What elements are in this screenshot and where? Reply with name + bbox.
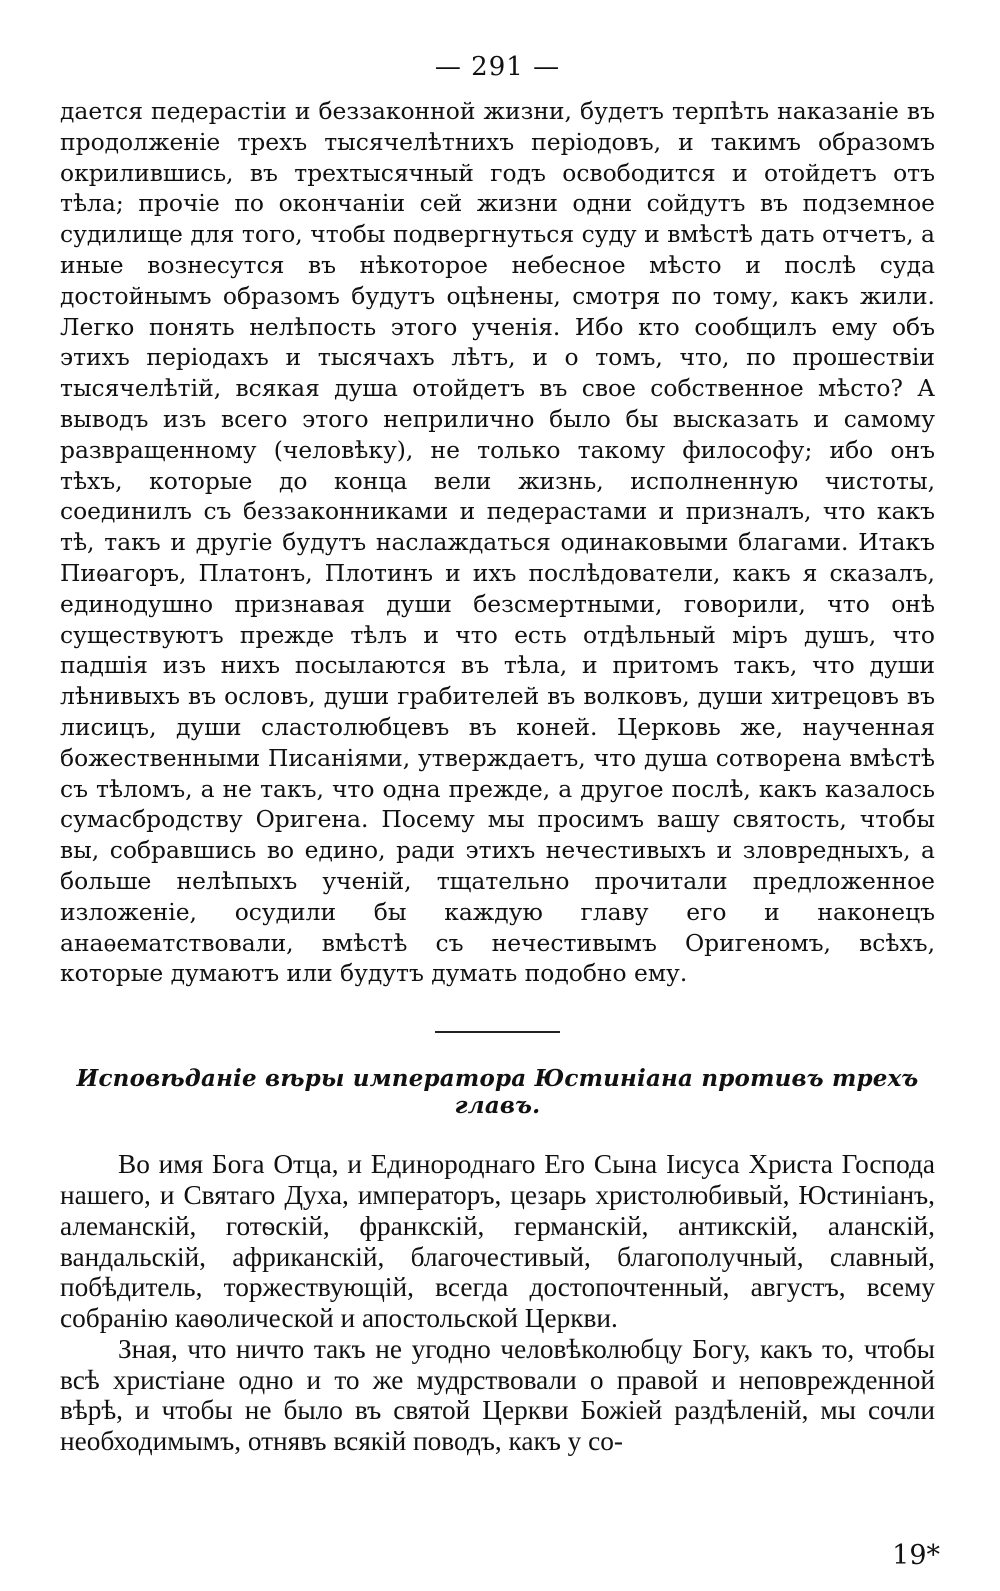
- main-text-block: [60, 96, 935, 989]
- page-number: — 291 —: [434, 52, 561, 82]
- section-divider: [435, 1031, 560, 1033]
- signature-mark: 19*: [892, 1540, 940, 1571]
- document-page: [60, 52, 935, 1457]
- section-text-block: [60, 1149, 935, 1457]
- body-paragraph: дается педерастіи и беззаконной жизни, будетъ терпѣть наказаніе въ продолженіе трехъ тысячелѣтнихъ періодовъ, и такимъ образомъ окрилившись, въ трехтысячный годъ освободится и отойдетъ отъ тѣла; прочіе по окончаніи сей жизни одни сойдутъ въ подземное судилище для того, чтобы подвергнуться суду и вмѣстѣ дать отчетъ, а иные вознесутся въ нѣкоторое небесное мѣсто и послѣ суда достойнымъ образомъ будутъ оцѣнены, смотря по тому, какъ жили. Легко понять нелѣпость этого ученія. Ибо кто сообщилъ ему объ этихъ періодахъ и тысячахъ лѣтъ, и о томъ, что, по прошествіи тысячелѣтій, всякая душа отойдетъ въ свое собственное мѣсто? А выводъ изъ всего этого неприлично было бы высказать и самому развращенному (человѣку), не только такому философу; ибо онъ тѣхъ, которые до конца вели жизнь, исполненную чистоты, соединилъ съ беззаконниками и педерастами и призналъ, что какъ тѣ, такъ и другіе будутъ наслаждаться одинаковыми благами. Итакъ Пиѳагоръ, Платонъ, Плотинъ и ихъ послѣдователи, какъ я сказалъ, единодушно признавая души безсмертными, говорили, что онѣ существуютъ прежде тѣлъ и что есть отдѣльный міръ душъ, что падшія изъ нихъ посылаются въ тѣла, и притомъ такъ, что души лѣнивыхъ въ ословъ, души грабителей въ волковъ, души хитрецовъ въ лисицъ, души сластолюбцевъ въ коней. Церковь же, наученная божественными Писаніями, утверждаетъ, что душа сотворена вмѣстѣ съ тѣломъ, а не такъ, что одна прежде, а другое послѣ, какъ казалось сумасбродству Оригена. Посему мы просимъ вашу святость, чтобы вы, собравшись во едино, ради этихъ нечестивыхъ и зловредныхъ, а больше нелѣпыхъ ученій, тщательно прочитали предложенное изложеніе, осудили бы каждую главу его и наконецъ анаѳематствовали, вмѣстѣ съ нечестивымъ Оригеномъ, всѣхъ, которые думаютъ или будутъ думать подобно ему.: [60, 97, 935, 988]
- section-paragraph: Во имя Бога Отца, и Единороднаго Его Сына Іисуса Христа Господа нашего, и Святаго Духа, императоръ, цезарь христолюбивый, Юстиніанъ, алеманскій, готѳскій, франкскій, германскій, антикскій, аланскій, вандальскій, африканскій, благочестивый, благополучный, славный, побѣдитель, торжествующій, всегда достопочтенный, августъ, всему собранію каѳолической и апостольской Церкви.: [60, 1149, 935, 1334]
- section-heading: Исповѣданіе вѣры императора Юстиніана противъ трехъ главъ.: [76, 1065, 919, 1120]
- section-paragraph: Зная, что ничто такъ не угодно человѣколюбцу Богу, какъ то, чтобы всѣ христіане одно и то же мудрствовали о правой и неповрежденной вѣрѣ, и чтобы не было въ святой Церкви Божіей раздѣленій, мы сочли необходимымъ, отнявъ всякій поводъ, какъ у со-: [60, 1333, 935, 1457]
